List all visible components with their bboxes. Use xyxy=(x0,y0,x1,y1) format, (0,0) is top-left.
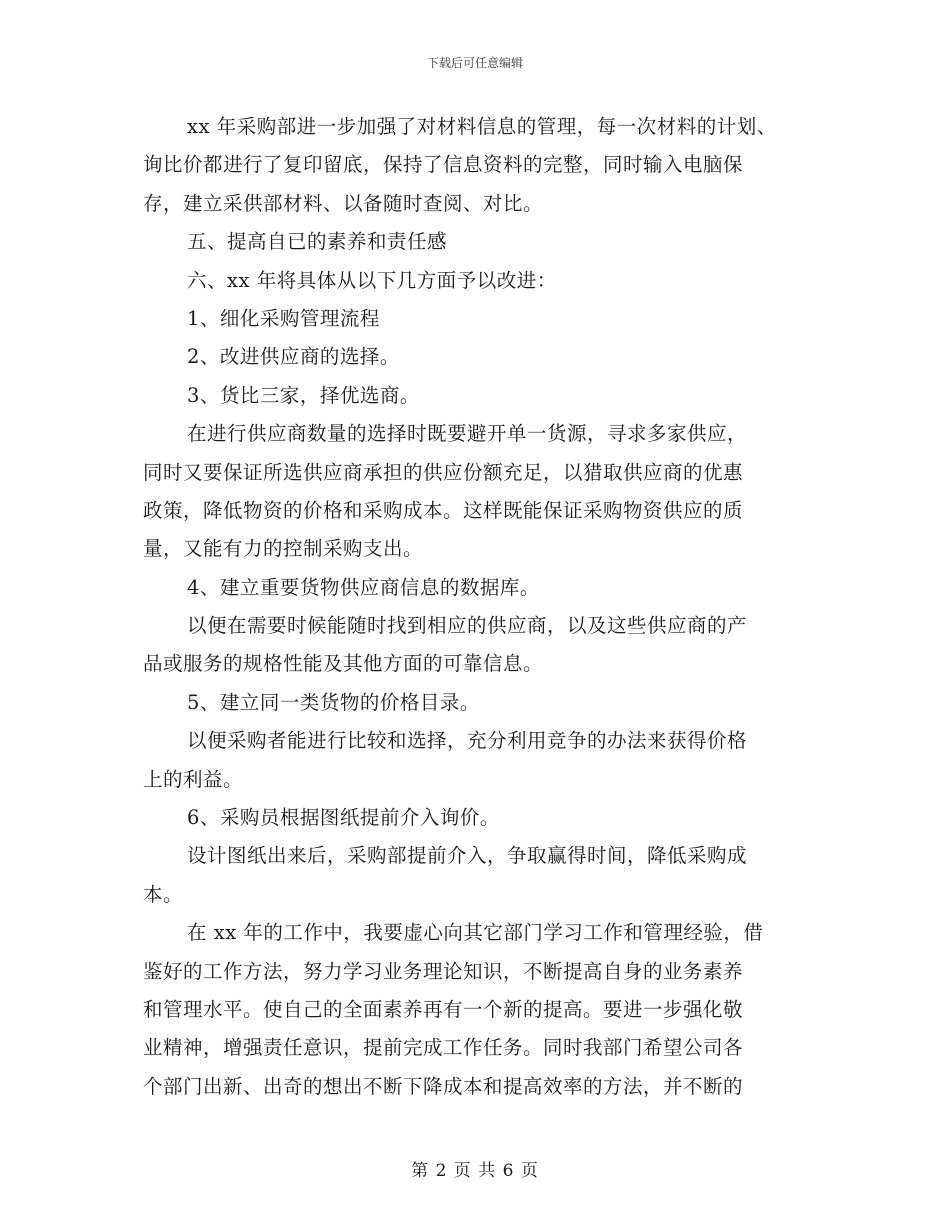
text-line: 以便采购者能进行比较和选择，充分利用竞争的办法来获得价格 xyxy=(187,729,748,753)
text-line: 同时又要保证所选供应商承担的供应份额充足，以猎取供应商的优惠 xyxy=(143,460,744,484)
list-item: 5、建立同一类货物的价格目录。 xyxy=(187,690,480,714)
text-line: 上的利益。 xyxy=(143,767,244,791)
text-line: 业精神，增强责任意识，提前完成工作任务。同时我部门希望公司各 xyxy=(143,1036,744,1060)
text-line: 鉴好的工作方法，努力学习业务理论知识，不断提高自身的业务素养 xyxy=(143,959,744,983)
list-item: 4、建立重要货物供应商信息的数据库。 xyxy=(187,575,540,599)
text-line: 品或服务的规格性能及其他方面的可靠信息。 xyxy=(143,652,544,676)
text-line: 个部门出新、出奇的想出不断下降成本和提高效率的方法，并不断的 xyxy=(143,1074,744,1098)
text-line: 和管理水平。使自己的全面素养再有一个新的提高。要进一步强化敬 xyxy=(143,997,744,1021)
text-line: xx 年采购部进一步加强了对材料信息的管理，每一次材料的计划、 xyxy=(187,115,777,138)
text-line: 以便在需要时候能随时找到相应的供应商，以及这些供应商的产 xyxy=(187,614,748,638)
document-body xyxy=(143,108,813,1106)
text-line: 在进行供应商数量的选择时既要避开单一货源，寻求多家供应， xyxy=(187,422,748,446)
text-line: 政策，降低物资的价格和采购成本。这样既能保证采购物资供应的质 xyxy=(143,498,744,522)
list-item: 3、货比三家，择优选商。 xyxy=(187,383,420,407)
page-header-note: 下载后可任意编辑 xyxy=(426,56,523,70)
list-item: 2、改进供应商的选择。 xyxy=(187,345,400,369)
list-item: 1、细化采购管理流程 xyxy=(187,306,380,330)
text-line: 设计图纸出来后，采购部提前介入，争取赢得时间，降低采购成 xyxy=(187,844,748,868)
page-number: 第 2 页 共 6 页 xyxy=(411,1161,539,1181)
text-line: 存，建立采供部材料、以备随时查阅、对比。 xyxy=(143,191,544,215)
text-line: 在 xx 年的工作中，我要虚心向其它部门学习工作和管理经验，借 xyxy=(187,921,764,945)
text-line: 本。 xyxy=(143,882,184,906)
text-line: 询比价都进行了复印留底，保持了信息资料的完整，同时输入电脑保 xyxy=(143,153,744,177)
text-line: 量，又能有力的控制采购支出。 xyxy=(143,537,424,561)
list-item: 6、采购员根据图纸提前介入询价。 xyxy=(187,806,500,830)
section-heading: 六、xx 年将具体从以下几方面予以改进： xyxy=(187,268,557,292)
section-heading: 五、提高自已的素养和责任感 xyxy=(187,230,448,254)
